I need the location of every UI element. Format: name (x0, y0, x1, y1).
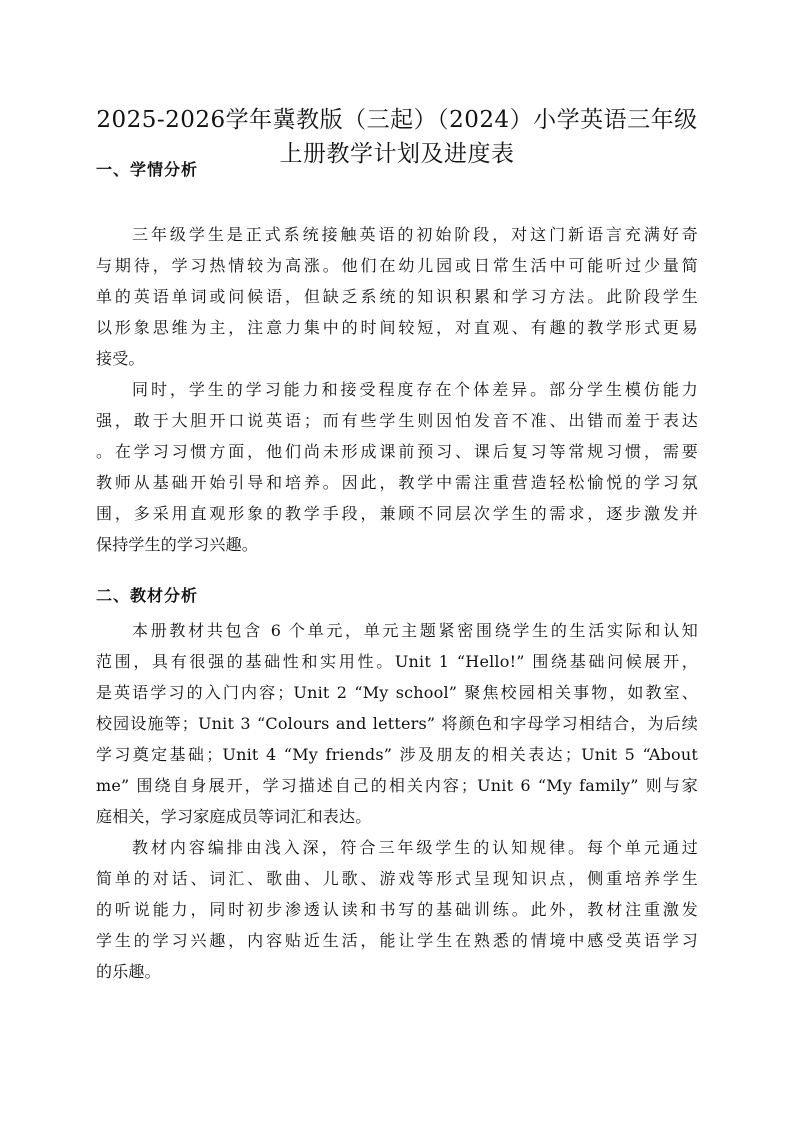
paragraph-textbook-analysis-1 (96, 615, 698, 832)
paragraph-line: 以形象思维为主，注意力集中的时间较短，对直观、有趣的教学形式更易 (96, 318, 698, 337)
paragraph-line: 围，多采用直观形象的教学手段，兼顾不同层次学生的需求，逐步激发并 (96, 504, 698, 523)
paragraph-line: 庭相关，学习家庭成员等词汇和表达。 (96, 807, 372, 826)
paragraph-line: 教师从基础开始引导和培养。因此，教学中需注重营造轻松愉悦的学习氛 (96, 473, 698, 492)
paragraph-line: 是英语学习的入门内容；Unit 2 “My school” 聚焦校园相关事物，如教室、 (96, 683, 698, 702)
document-title-line-1: 2025-2026学年冀教版（三起）（2024）小学英语三年级 (96, 107, 698, 133)
paragraph-line: 简单的对话、词汇、歌曲、儿歌、游戏等形式呈现知识点，侧重培养学生 (96, 869, 698, 888)
paragraph-line: 单的英语单词或问候语，但缺乏系统的知识积累和学习方法。此阶段学生 (96, 287, 698, 306)
paragraph-line: 学生的学习兴趣，内容贴近生活，能让学生在熟悉的情境中感受英语学习 (96, 931, 698, 950)
paragraph-line: 学习奠定基础；Unit 4 “My friends” 涉及朋友的相关表达；Unit 5 “About (96, 745, 698, 764)
paragraph-student-analysis-1 (96, 219, 698, 374)
paragraph-line: 强，敢于大胆开口说英语；而有些学生则因怕发音不准、出错而羞于表达 (96, 411, 698, 430)
section-heading-student-analysis: 一、学情分析 (96, 160, 199, 179)
section-heading-textbook-analysis: 二、教材分析 (96, 586, 199, 605)
paragraph-line: 的乐趣。 (96, 962, 161, 981)
paragraph-textbook-analysis-2 (96, 832, 698, 987)
document-title-line-2: 上册教学计划及进度表 (279, 141, 515, 167)
paragraph-line: 教材内容编排由浅入深，符合三年级学生的认知规律。每个单元通过 (132, 838, 698, 857)
paragraph-line: 本册教材共包含 6 个单元，单元主题紧密围绕学生的生活实际和认知 (132, 621, 698, 640)
paragraph-line: 同时，学生的学习能力和接受程度存在个体差异。部分学生模仿能力 (132, 380, 698, 399)
paragraph-line: 校园设施等；Unit 3 “Colours and letters” 将颜色和字母学习相结合，为后续 (96, 714, 698, 733)
paragraph-line: 的听说能力，同时初步渗透认读和书写的基础训练。此外，教材注重激发 (96, 900, 698, 919)
paragraph-line: 三年级学生是正式系统接触英语的初始阶段，对这门新语言充满好奇 (132, 225, 698, 244)
paragraph-line: me” 围绕自身展开，学习描述自己的相关内容；Unit 6 “My family” 则与家 (96, 776, 698, 795)
paragraph-line: 。在学习习惯方面，他们尚未形成课前预习、课后复习等常规习惯，需要 (96, 442, 698, 461)
paragraph-student-analysis-2 (96, 374, 698, 560)
paragraph-line: 保持学生的学习兴趣。 (96, 535, 259, 554)
paragraph-line: 范围，具有很强的基础性和实用性。Unit 1 “Hello!” 围绕基础问候展开， (96, 652, 698, 671)
paragraph-line: 接受。 (96, 349, 145, 368)
paragraph-line: 与期待，学习热情较为高涨。他们在幼儿园或日常生活中可能听过少量简 (96, 256, 698, 275)
